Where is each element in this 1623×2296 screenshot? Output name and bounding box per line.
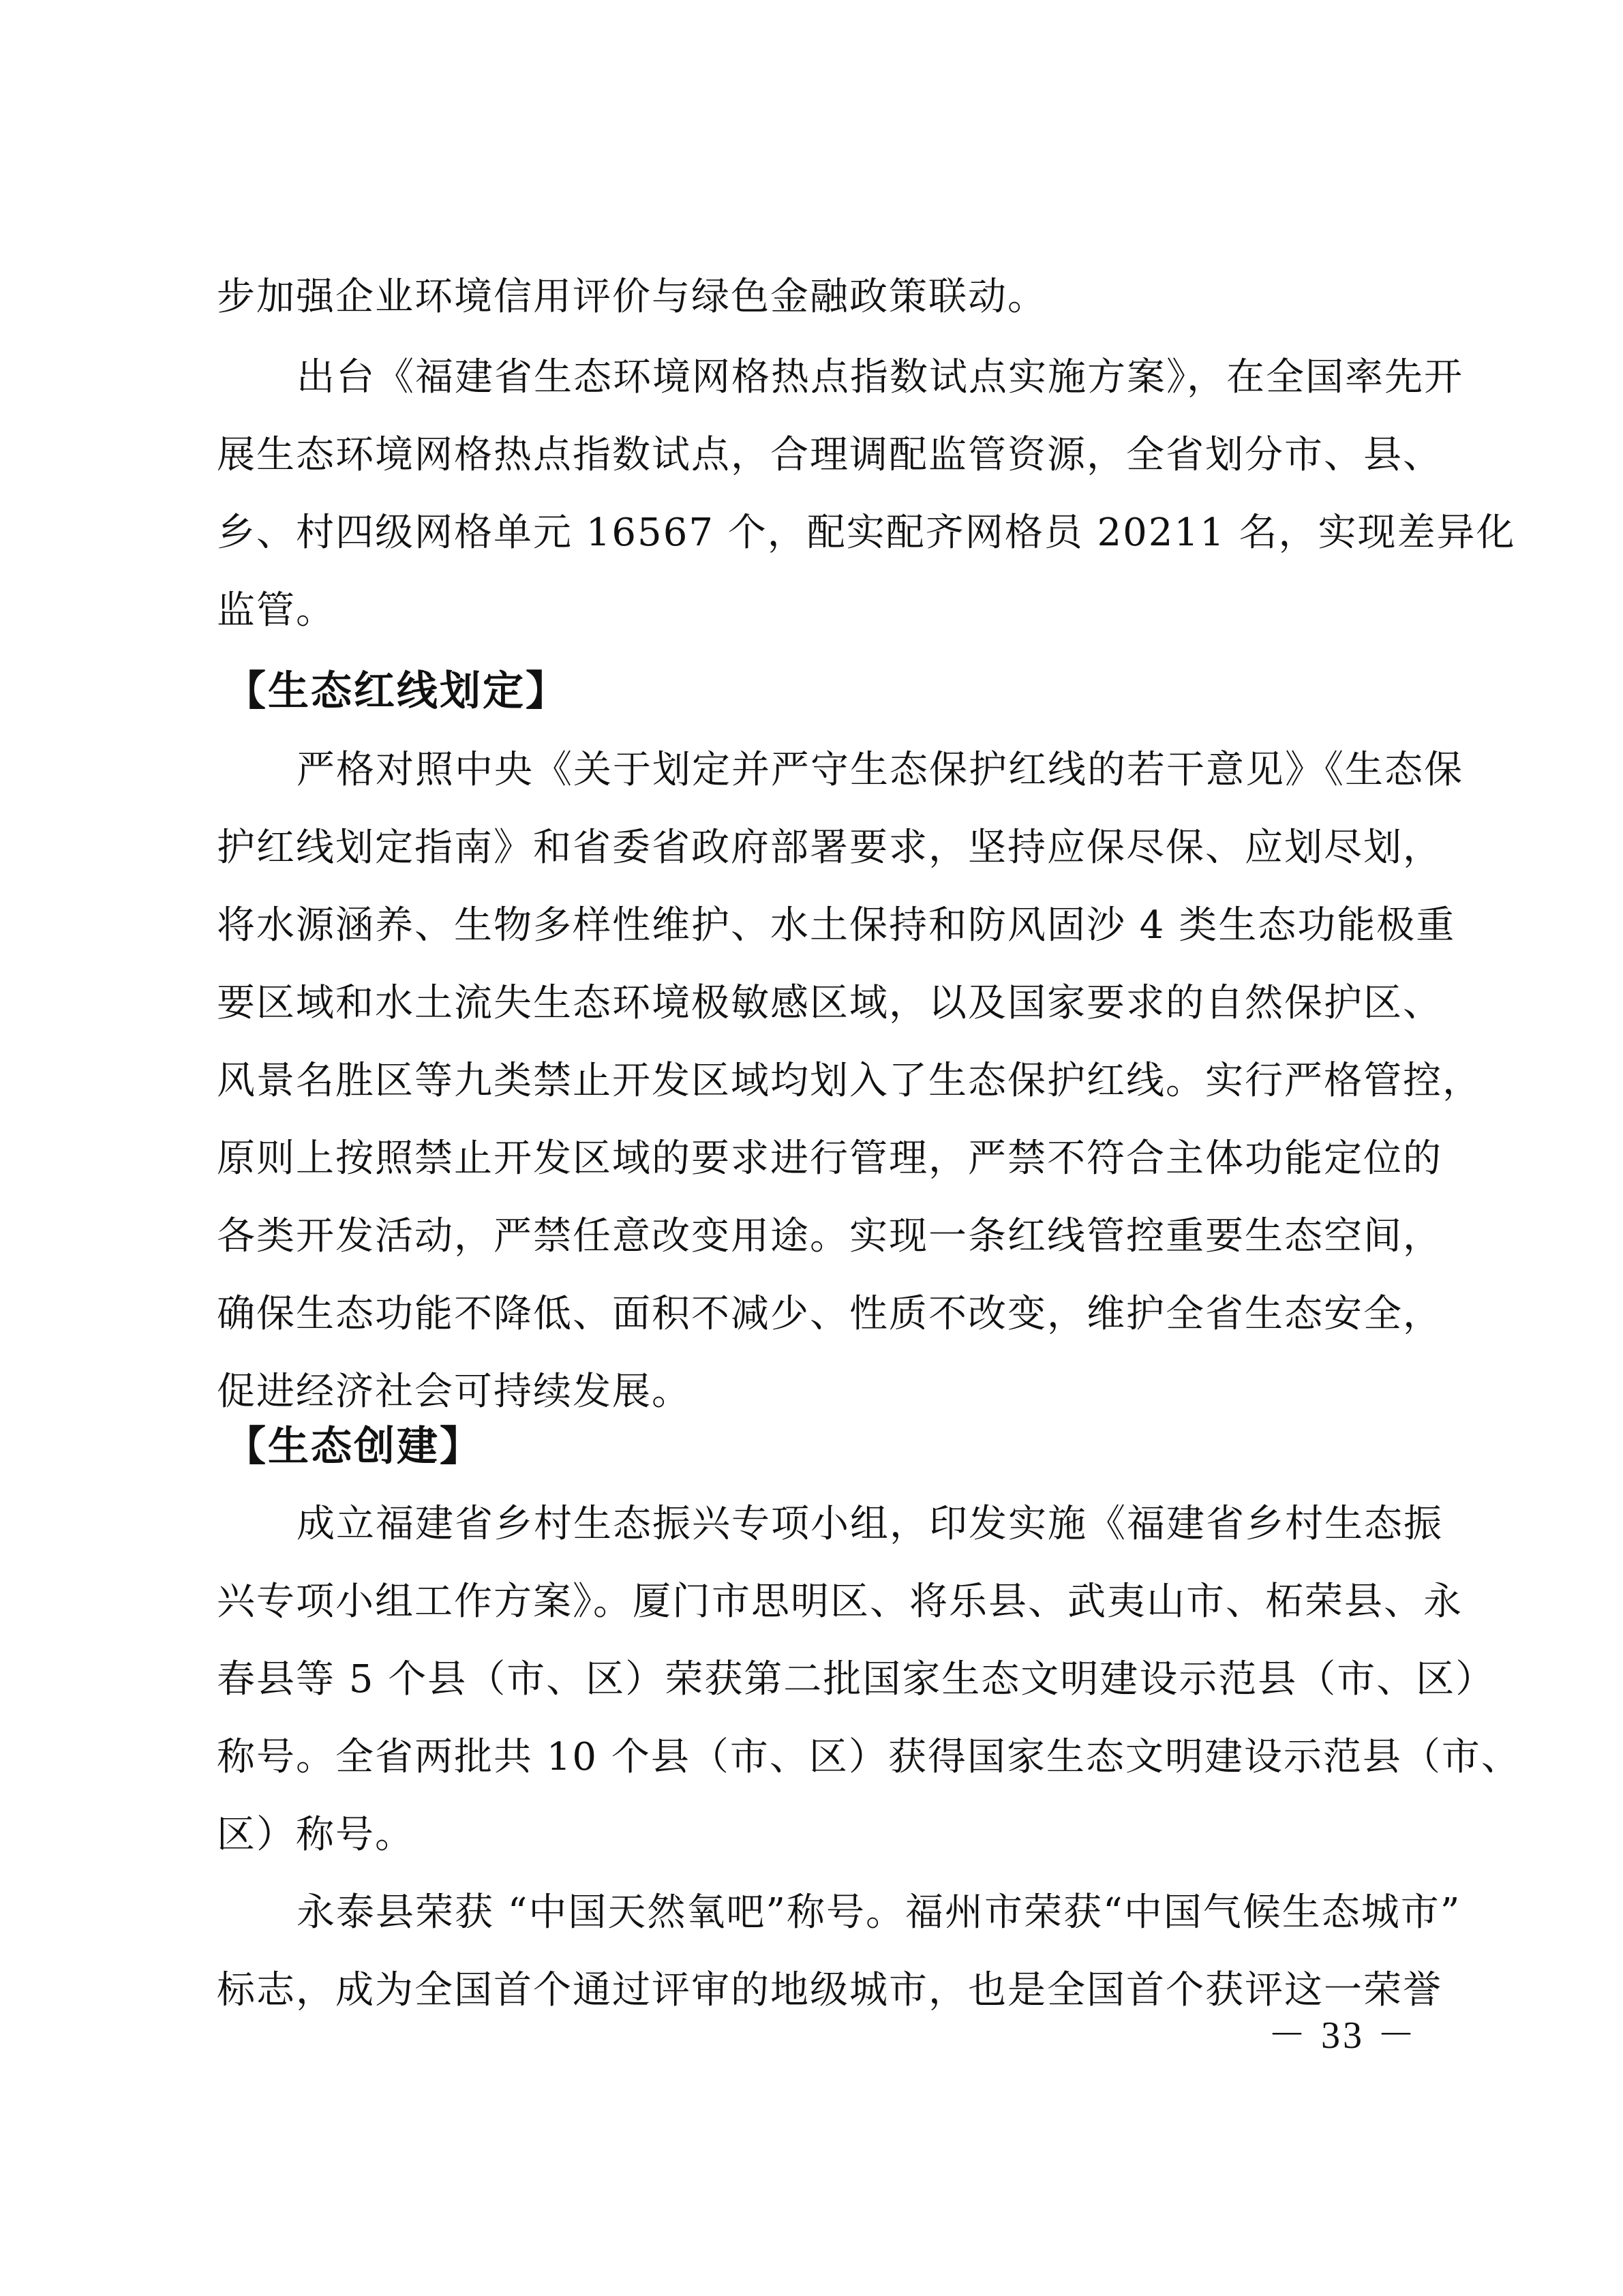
creation-p2-line-1: 永泰县荣获 “中国天然氧吧”称号。福州市荣获“中国气候生态城市” — [297, 1890, 1461, 1935]
redline-line-6: 原则上按照禁止开发区域的要求进行管理，严禁不符合主体功能定位的 — [217, 1136, 1442, 1181]
creation-p1-line-2: 兴专项小组工作方案》。厦门市思明区、将乐县、武夷山市、柘荣县、永 — [217, 1580, 1463, 1624]
redline-line-4: 要区域和水土流失生态环境极敏感区域，以及国家要求的自然保护区、 — [217, 981, 1442, 1025]
redline-line-9: 促进经济社会可持续发展。 — [217, 1370, 691, 1414]
grid-paragraph-line-4: 监管。 — [217, 588, 335, 633]
redline-line-3: 将水源涵养、生物多样性维护、水土保持和防风固沙 4 类生态功能极重 — [217, 903, 1456, 948]
redline-line-2: 护红线划定指南》和省委省政府部署要求，坚持应保尽保、应划尽划， — [217, 826, 1442, 870]
creation-p1-line-3: 春县等 5 个县（市、区）荣获第二批国家生态文明建设示范县（市、区） — [217, 1657, 1496, 1702]
creation-p1-line-1: 成立福建省乡村生态振兴专项小组，印发实施《福建省乡村生态振 — [297, 1502, 1443, 1546]
redline-line-1: 严格对照中央《关于划定并严守生态保护红线的若干意见》《生态保 — [297, 748, 1463, 792]
grid-paragraph-line-2: 展生态环境网格热点指数试点，合理调配监管资源，全省划分市、县、 — [217, 433, 1442, 477]
grid-paragraph-line-1: 出台《福建省生态环境网格热点指数试点实施方案》，在全国率先开 — [297, 355, 1463, 399]
redline-line-8: 确保生态功能不降低、面积不减少、性质不改变，维护全省生态安全， — [217, 1292, 1442, 1336]
creation-p1-line-4: 称号。全省两批共 10 个县（市、区）获得国家生态文明建设示范县（市、 — [217, 1735, 1521, 1779]
section-heading-creation: 【生态创建】 — [225, 1423, 483, 1470]
redline-line-5: 风景名胜区等九类禁止开发区域均划入了生态保护红线。实行严格管控， — [217, 1059, 1482, 1103]
redline-line-7: 各类开发活动，严禁任意改变用途。实现一条红线管控重要生态空间， — [217, 1214, 1442, 1258]
page-number: － 33 － — [1268, 2014, 1418, 2057]
creation-p1-line-5: 区）称号。 — [217, 1813, 414, 1857]
section-heading-redline: 【生态红线划定】 — [225, 667, 568, 715]
creation-p2-line-2: 标志，成为全国首个通过评审的地级城市，也是全国首个获评这一荣誉 — [217, 1968, 1442, 2012]
grid-paragraph-line-3: 乡、村四级网格单元 16567 个，配实配齐网格员 20211 名，实现差异化 — [217, 511, 1516, 555]
intro-tail-line: 步加强企业环境信用评价与绿色金融政策联动。 — [217, 275, 1047, 319]
